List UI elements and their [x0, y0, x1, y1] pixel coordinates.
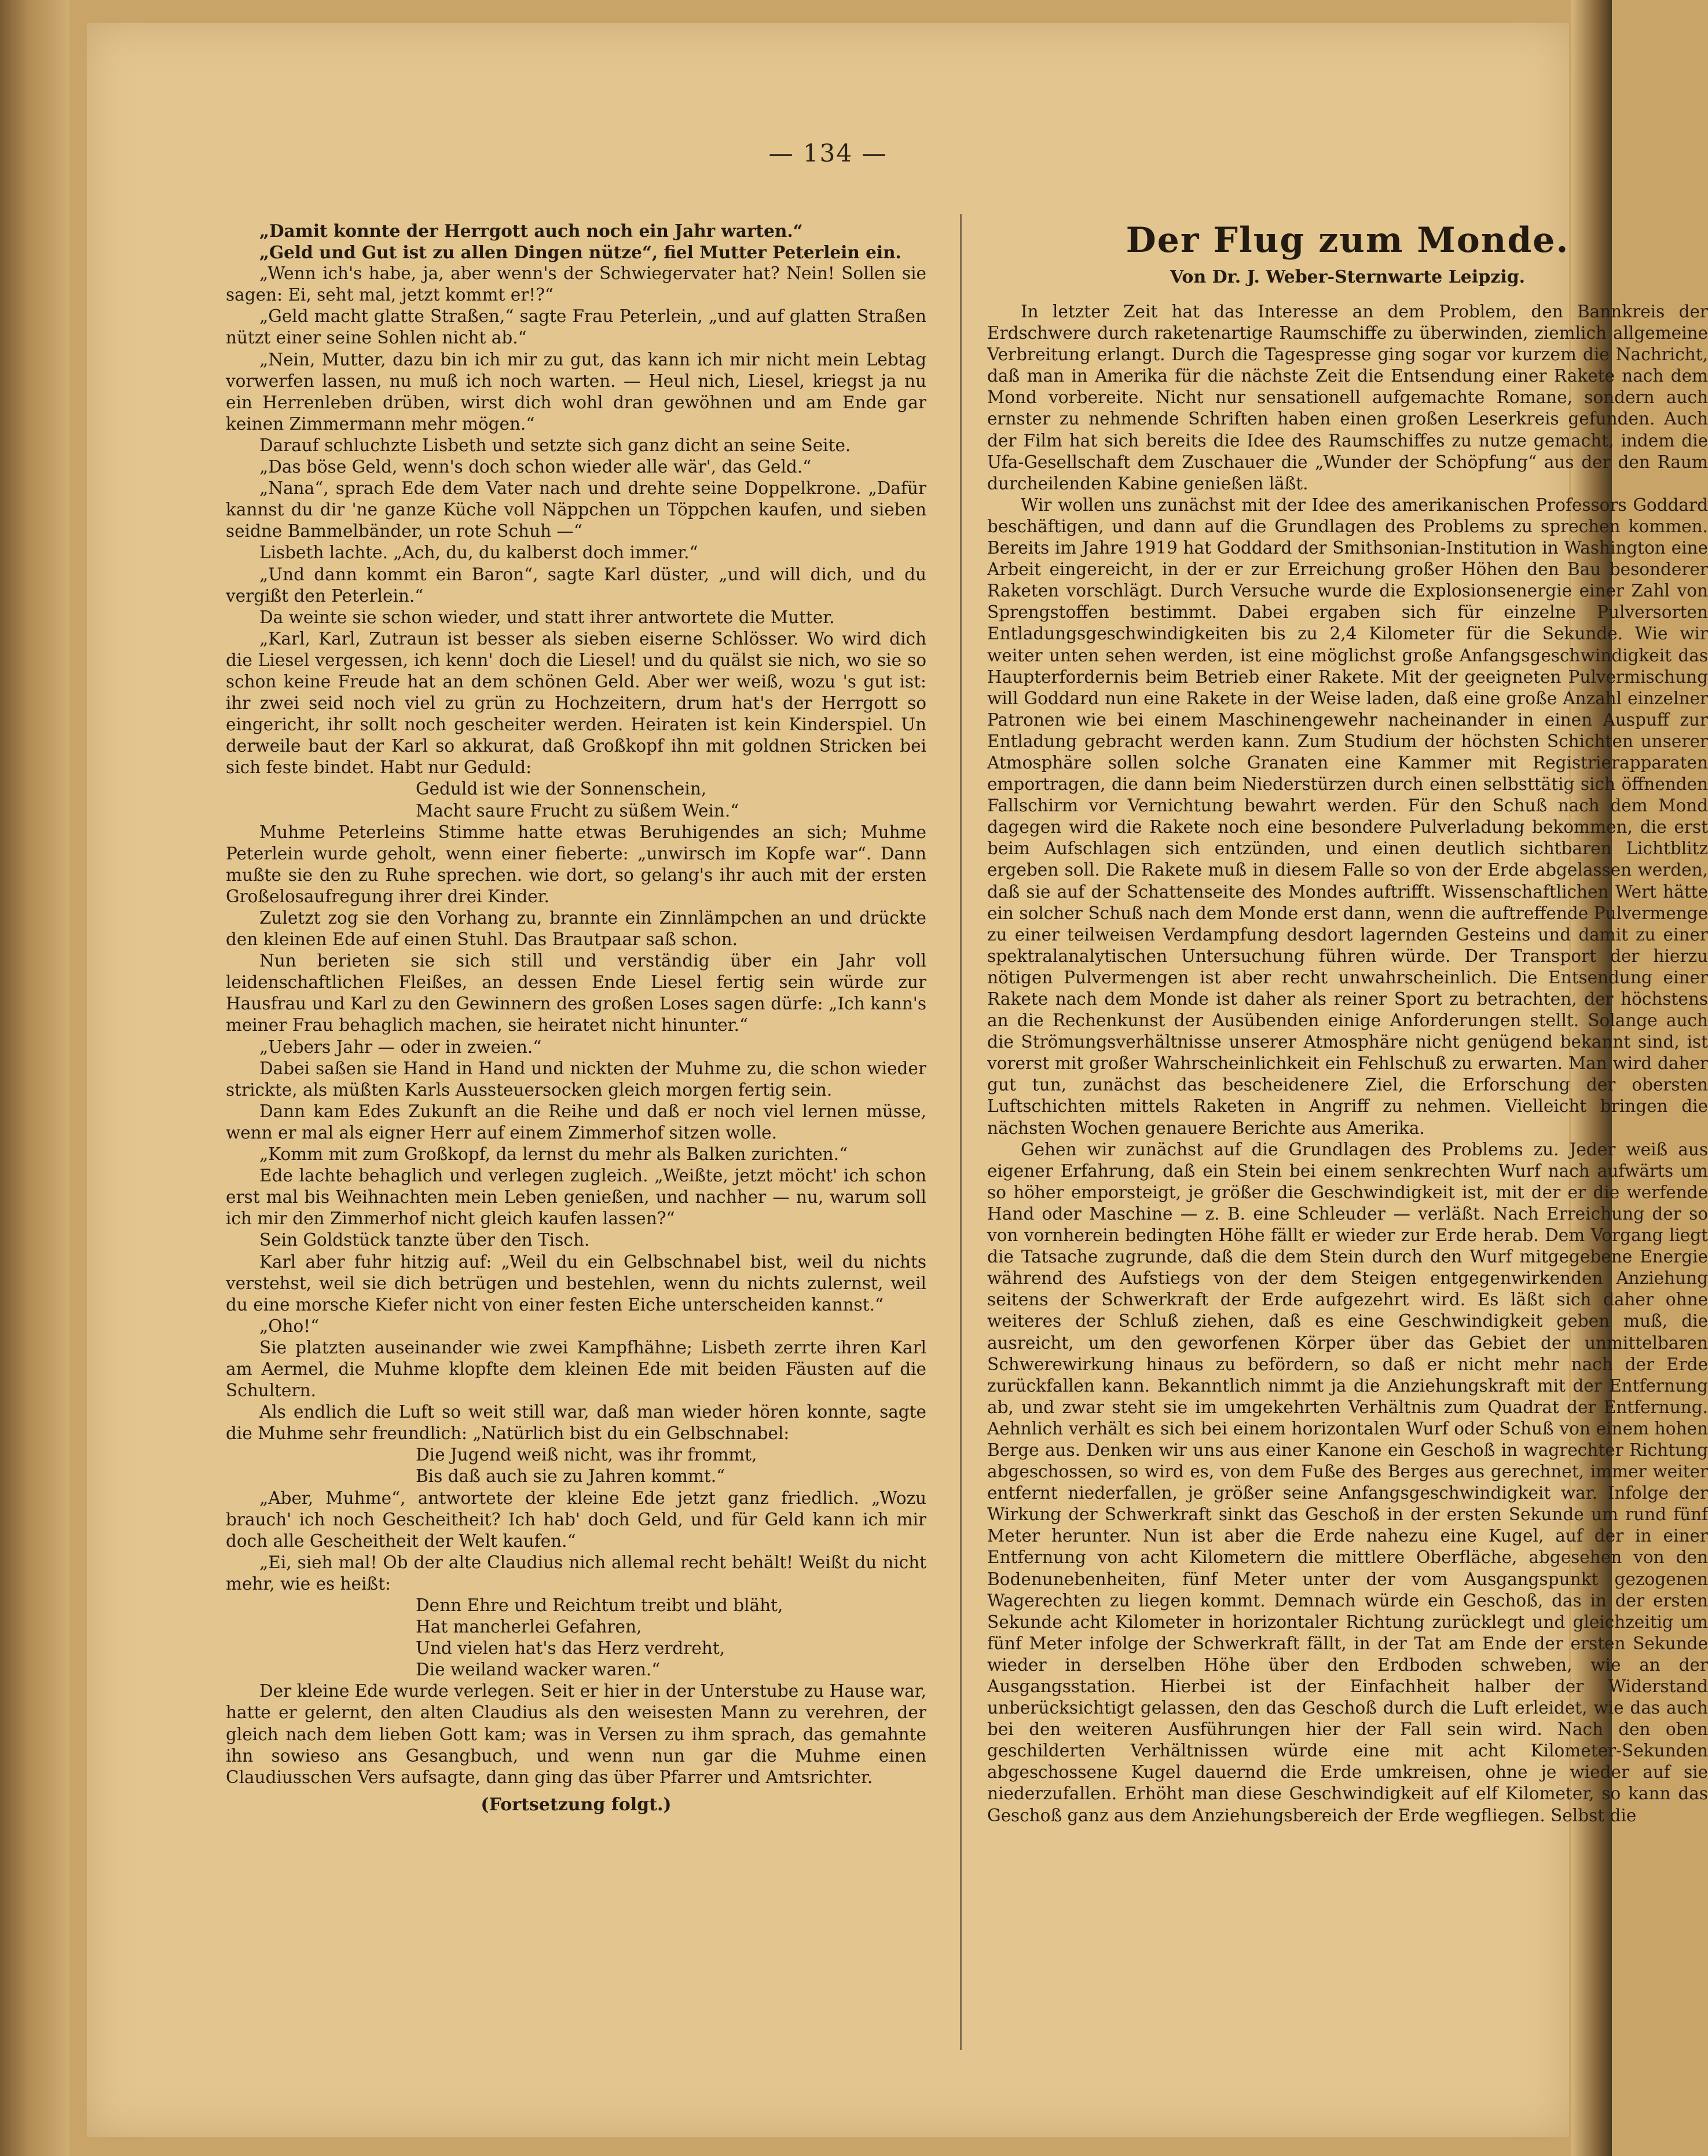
paragraph: „Geld und Gut ist zu allen Dingen nütze“, fiel Mutter Peterlein ein.: [259, 242, 901, 263]
paragraph: Muhme Peterleins Stimme hatte etwas Beruhigendes an sich; Muhme Peterlein wurde geholt, wenn einer fieberte: „unwirsch im Kopfe war“. Dann mußte sie den zu Ruhe sprechen. wie dort, so gelang's ihr auch mit der ersten Großelosaufregung ihrer drei Kinder.: [226, 822, 926, 906]
paragraph: Dann kam Edes Zukunft an die Reihe und daß er noch viel lernen müsse, wenn er mal als eigner Herr auf einem Zimmerhof sitzen wolle.: [226, 1101, 926, 1143]
paragraph: „Komm mit zum Großkopf, da lernst du mehr als Balken zurichten.“: [259, 1144, 848, 1165]
paragraph: „Das böse Geld, wenn's doch schon wieder alle wär', das Geld.“: [259, 457, 812, 477]
verse-line: Macht saure Frucht zu süßem Wein.“: [416, 800, 739, 821]
article-byline: Von Dr. J. Weber-Sternwarte Leipzig.: [1170, 267, 1526, 287]
paragraph: Karl aber fuhr hitzig auf: „Weil du ein Gelbschnabel bist, weil du nichts verstehst, weil sie dich betrügen und bestehlen, wenn du nichts zulernst, weil du eine morsche Kiefer nicht von einer festen Eiche unterscheiden kannst.“: [226, 1251, 926, 1315]
continuation-note: (Fortsetzung folgt.): [481, 1794, 672, 1815]
paragraph: Als endlich die Luft so weit still war, daß man wieder hören konnte, sagte die Muhme sehr freundlich: „Natürlich bist du ein Gelbschnabel:: [226, 1402, 926, 1444]
paragraph: Wir wollen uns zunächst mit der Idee des amerikanischen Professors Goddard beschäftigen, und dann auf die Grundlagen des Problems zu sprechen kommen. Bereits im Jahre 1919 hat Goddard der Smithsonian-Institution in Washington eine Arbeit eingereicht, in der er zur Erreichung großer Höhen den Bau besonderer Raketen vorschlägt. Durch Versuche wurde die Explosionsenergie einer Zahl von Sprengstoffen bestimmt. Dabei ergaben sich für einzelne Pulversorten Entladungsgeschwindigkeiten bis zu 2,4 Kilometer für die Sekunde. Wie wir weiter unten sehen werden, ist eine möglichst große Anfangsgeschwindigkeit das Haupterfordernis beim Betrieb einer Rakete. Mit der geeigneten Pulvermischung will Goddard nun eine Rakete in der Weise laden, daß eine große Anzahl einzelner Patronen wie bei einem Maschinengewehr nacheinander in einen Auspuff zur Entladung gebracht werden kann. Zum Studium der höchsten Schichten unserer Atmosphäre sollen solche Granaten eine Kammer mit Registrierapparaten emportragen, die dann beim Niederstürzen durch einen selbsttätig sich öffnenden Fallschirm vor Vernichtung bewahrt werden. Für den Schuß nach dem Mond dagegen wird die Rakete noch eine besondere Pulverladung bekommen, die erst beim Aufschlagen sich entzünden, und einen deutlich sichtbaren Lichtblitz ergeben soll. Die Rakete muß in diesem Falle so von der Erde abgelassen werden, daß sie auf der Schattenseite des Mondes auftrifft. Wissenschaftlichen Wert hätte ein solcher Schuß nach dem Monde erst dann, wenn die auftreffende Pulvermenge zu einer teilweisen Verdampfung desdort lagernden Gesteins und damit zu einer spektralanalytischen Untersuchung führen würde. Der Transport der hierzu nötigen Pulvermengen ist aber recht unwahrscheinlich. Die Entsendung einer Rakete nach dem Monde ist daher als reiner Sport zu betrachten, der höchstens an die Rechenkunst der Ausübenden einige Anforderungen stellt. Solange auch die Strömungsverhältnisse unserer Atmosphäre nicht genügend bekannt sind, ist vorerst mit großer Wahrscheinlichkeit ein Fehlschuß zu erwarten. Man wird daher gut tun, zunächst das bescheidenere Ziel, die Erforschung der obersten Luftschichten mittels Raketen in Angriff zu nehmen. Vielleicht bringen die nächsten Wochen genauere Berichte aus Amerika.: [987, 495, 1708, 1138]
paragraph: „Oho!“: [259, 1316, 320, 1336]
paragraph: „Wenn ich's habe, ja, aber wenn's der Schwiegervater hat? Nein! Sollen sie sagen: Ei, seht mal, jetzt kommt er!?“: [226, 263, 926, 305]
paragraph: Sie platzten auseinander wie zwei Kampfhähne; Lisbeth zerrte ihren Karl am Aermel, die Muhme klopfte dem kleinen Ede mit beiden Fäusten auf die Schultern.: [226, 1337, 926, 1401]
column-divider: [960, 214, 962, 2050]
paragraph: „Geld macht glatte Straßen,“ sagte Frau Peterlein, „und auf glatten Straßen nützt einer seine Sohlen nicht ab.“: [226, 306, 926, 348]
paragraph: Lisbeth lachte. „Ach, du, du kalberst doch immer.“: [259, 543, 698, 563]
paragraph: Da weinte sie schon wieder, und statt ihrer antwortete die Mutter.: [259, 607, 835, 627]
paragraph: „Ei, sieh mal! Ob der alte Claudius nich allemal recht behält! Weißt du nicht mehr, wie es heißt:: [226, 1552, 926, 1594]
verse-line: Bis daß auch sie zu Jahren kommt.“: [416, 1466, 725, 1487]
paragraph: Ede lachte behaglich und verlegen zugleich. „Weißte, jetzt möcht' ich schon erst mal bis Weihnachten mein Leben genießen, und nachher — nu, warum soll ich mir den Zimmerhof nicht gleich kaufen lassen?“: [226, 1166, 926, 1229]
paragraph: Nun berieten sie sich still und verständig über ein Jahr voll leidenschaftlichen Fleißes, an dessen Ende Liesel fertig sein würde zur Hausfrau und Karl zu den Gewinnern des großen Loses sagen dürfe: „Ich kann's meiner Frau behaglich machen, sie heiratet nicht hinunter.“: [226, 951, 926, 1035]
book-edge: [0, 0, 69, 2156]
paragraph: Dabei saßen sie Hand in Hand und nickten der Muhme zu, die schon wieder strickte, als müßten Karls Aussteuersocken gleich morgen fertig sein.: [226, 1058, 926, 1100]
page-number: — 134 —: [768, 139, 888, 167]
paragraph: „Damit konnte der Herrgott auch noch ein Jahr warten.“: [259, 221, 803, 241]
paragraph: „Nana“, sprach Ede dem Vater nach und drehte seine Doppelkrone. „Dafür kannst du dir 'ne ganze Küche voll Näppchen un Töppchen kaufen, und sieben seidne Bammelbänder, un rote Schuh —“: [226, 478, 926, 541]
verse-line: Die weiland wacker waren.“: [416, 1660, 661, 1680]
left-column: [226, 220, 926, 1815]
verse-line: Geduld ist wie der Sonnenschein,: [416, 779, 707, 799]
verse-line: Hat mancherlei Gefahren,: [416, 1617, 642, 1637]
verse-line: Denn Ehre und Reichtum treibt und bläht,: [416, 1595, 783, 1615]
verse-line: Und vielen hat's das Herz verdreht,: [416, 1638, 725, 1659]
paragraph: Der kleine Ede wurde verlegen. Seit er hier in der Unterstube zu Hause war, hatte er gelernt, den alten Claudius als den weisesten Mann zu verehren, der gleich nach dem lieben Gott kam; was in Versen zu ihm sprach, das gemahnte ihn sowieso ans Gesangbuch, und wenn nun gar die Muhme einen Claudiusschen Vers aufsagte, dann ging das über Pfarrer und Amtsrichter.: [226, 1681, 926, 1787]
paragraph: „Nein, Mutter, dazu bin ich mir zu gut, das kann ich mir nicht mein Lebtag vorwerfen lassen, nu muß ich noch warten. — Heul nich, Liesel, kriegst ja nu ein Herrenleben drüben, wirst dich wohl dran gewöhnen und am Ende gar keinen Zimmermann mehr mögen.“: [226, 349, 926, 434]
paragraph: Sein Goldstück tanzte über den Tisch.: [259, 1230, 590, 1250]
paragraph: „Und dann kommt ein Baron“, sagte Karl düster, „und will dich, und du vergißt den Peterlein.“: [226, 564, 926, 606]
verse-line: Die Jugend weiß nicht, was ihr frommt,: [416, 1445, 757, 1465]
paragraph: Zuletzt zog sie den Vorhang zu, brannte ein Zinnlämpchen an und drückte den kleinen Ede auf einen Stuhl. Das Brautpaar saß schon.: [226, 908, 926, 950]
paragraph: Darauf schluchzte Lisbeth und setzte sich ganz dicht an seine Seite.: [259, 435, 851, 455]
paragraph: Gehen wir zunächst auf die Grundlagen des Problems zu. Jeder weiß aus eigener Erfahrung, daß ein Stein bei einem senkrechten Wurf nach aufwärts um so höher emporsteigt, je größer die Geschwindigkeit ist, mit der er die werfende Hand oder Maschine — z. B. eine Schleuder — verläßt. Nach Erreichung der so von vornherein bedingten Höhe fällt er wieder zur Erde herab. Dem Vorgang liegt die Tatsache zugrunde, daß die dem Stein durch den Wurf mitgegebene Energie während des Aufstiegs von der dem Steigen entgegenwirkenden Anziehung seitens der Schwerkraft der Erde aufgezehrt wird. Es läßt sich daher ohne weiteres der Schluß ziehen, daß es eine Geschwindigkeit geben muß, die ausreicht, um den geworfenen Körper über das Gebiet der unmittelbaren Schwerewirkung hinaus zu befördern, so daß er nicht mehr nach der Erde zurückfallen kann. Bekanntlich nimmt ja die Anziehungskraft mit der Entfernung ab, und zwar steht sie im umgekehrten Verhältnis zum Quadrat der Entfernung. Aehnlich verhält es sich bei einem horizontalen Wurf oder Schuß von einem hohen Berge aus. Denken wir uns aus einer Kanone ein Geschoß in wagrechter Richtung abgeschossen, so wird es, von dem Fuße des Berges aus gerechnet, immer weiter entfernt niederfallen, je größer seine Anfangsgeschwindigkeit war. Infolge der Wirkung der Schwerkraft sinkt das Geschoß in der ersten Sekunde um rund fünf Meter herunter. Nun ist aber die Erde nahezu eine Kugel, auf der in einer Entfernung von acht Kilometern die mittlere Oberfläche, abgesehen von den Bodenunebenheiten, fünf Meter unter der vom Ausgangspunkt gezogenen Wagerechten zu liegen kommt. Demnach würde ein Geschoß, das in der ersten Sekunde acht Kilometer in horizontaler Richtung zurücklegt und gleichzeitig um fünf Meter infolge der Schwerkraft fällt, in der Tat am Ende der ersten Sekunde wieder in derselben Höhe über den Erdboden schweben, wie an der Ausgangsstation. Hierbei ist der Einfachheit halber der Widerstand unberücksichtigt gelassen, den das Geschoß durch die Luft erleidet, wie das auch bei den weiteren Ausführungen hier der Fall sein wird. Nach den oben geschilderten Verhältnissen würde eine mit acht Kilometer-Sekunden abgeschossene Kugel dauernd die Erde umkreisen, ohne je wieder auf sie niederzufallen. Erhöht man diese Geschwindigkeit auf elf Kilometer, so kann das Geschoß ganz aus dem Anziehungsbereich der Erde wegfliegen. Selbst die: [987, 1139, 1708, 1825]
paragraph: „Aber, Muhme“, antwortete der kleine Ede jetzt ganz friedlich. „Wozu brauch' ich noch Gescheitheit? Ich hab' doch Geld, und für Geld kann ich mir doch alle Gescheitheit der Welt kaufen.“: [226, 1488, 926, 1551]
paragraph: In letzter Zeit hat das Interesse an dem Problem, den Bannkreis der Erdschwere durch raketenartige Raumschiffe zu überwinden, ziemlich allgemeine Verbreitung erlangt. Durch die Tagespresse ging sogar vor kurzem die Nachricht, daß man in Amerika für die nächste Zeit die Entsendung einer Rakete nach dem Mond vorbereite. Nicht nur sensationell aufgemachte Romane, sondern auch ernster zu nehmende Schriften haben einen großen Leserkreis gefunden. Auch der Film hat sich bereits die Idee des Raumschiffes zu nutze gemacht, indem die Ufa-Gesellschaft dem Zuschauer die „Wunder der Schöpfung“ aus der den Raum durcheilenden Kabine genießen läßt.: [987, 302, 1708, 493]
paragraph: „Uebers Jahr — oder in zweien.“: [259, 1037, 542, 1057]
right-column: [987, 220, 1708, 1826]
paragraph: „Karl, Karl, Zutraun ist besser als sieben eiserne Schlösser. Wo wird dich die Liesel vergessen, ich kenn' doch die Liesel! und du quälst sie nich, wo sie so schon keine Freude hat an dem schönen Geld. Aber wer weiß, wozu 's gut ist: ihr zwei seid noch viel zu grün zu Hochzeitern, drum hat's der Herrgott so eingericht, ihr sollt noch gescheiter werden. Heiraten ist kein Kinderspiel. Un derweile baut der Karl so akkurat, daß Großkopf ihn mit goldnen Stricken bei sich feste bindet. Habt nur Geduld:: [226, 628, 926, 778]
article-title: Der Flug zum Monde.: [1126, 220, 1570, 261]
newspaper-page: [87, 23, 1708, 2137]
